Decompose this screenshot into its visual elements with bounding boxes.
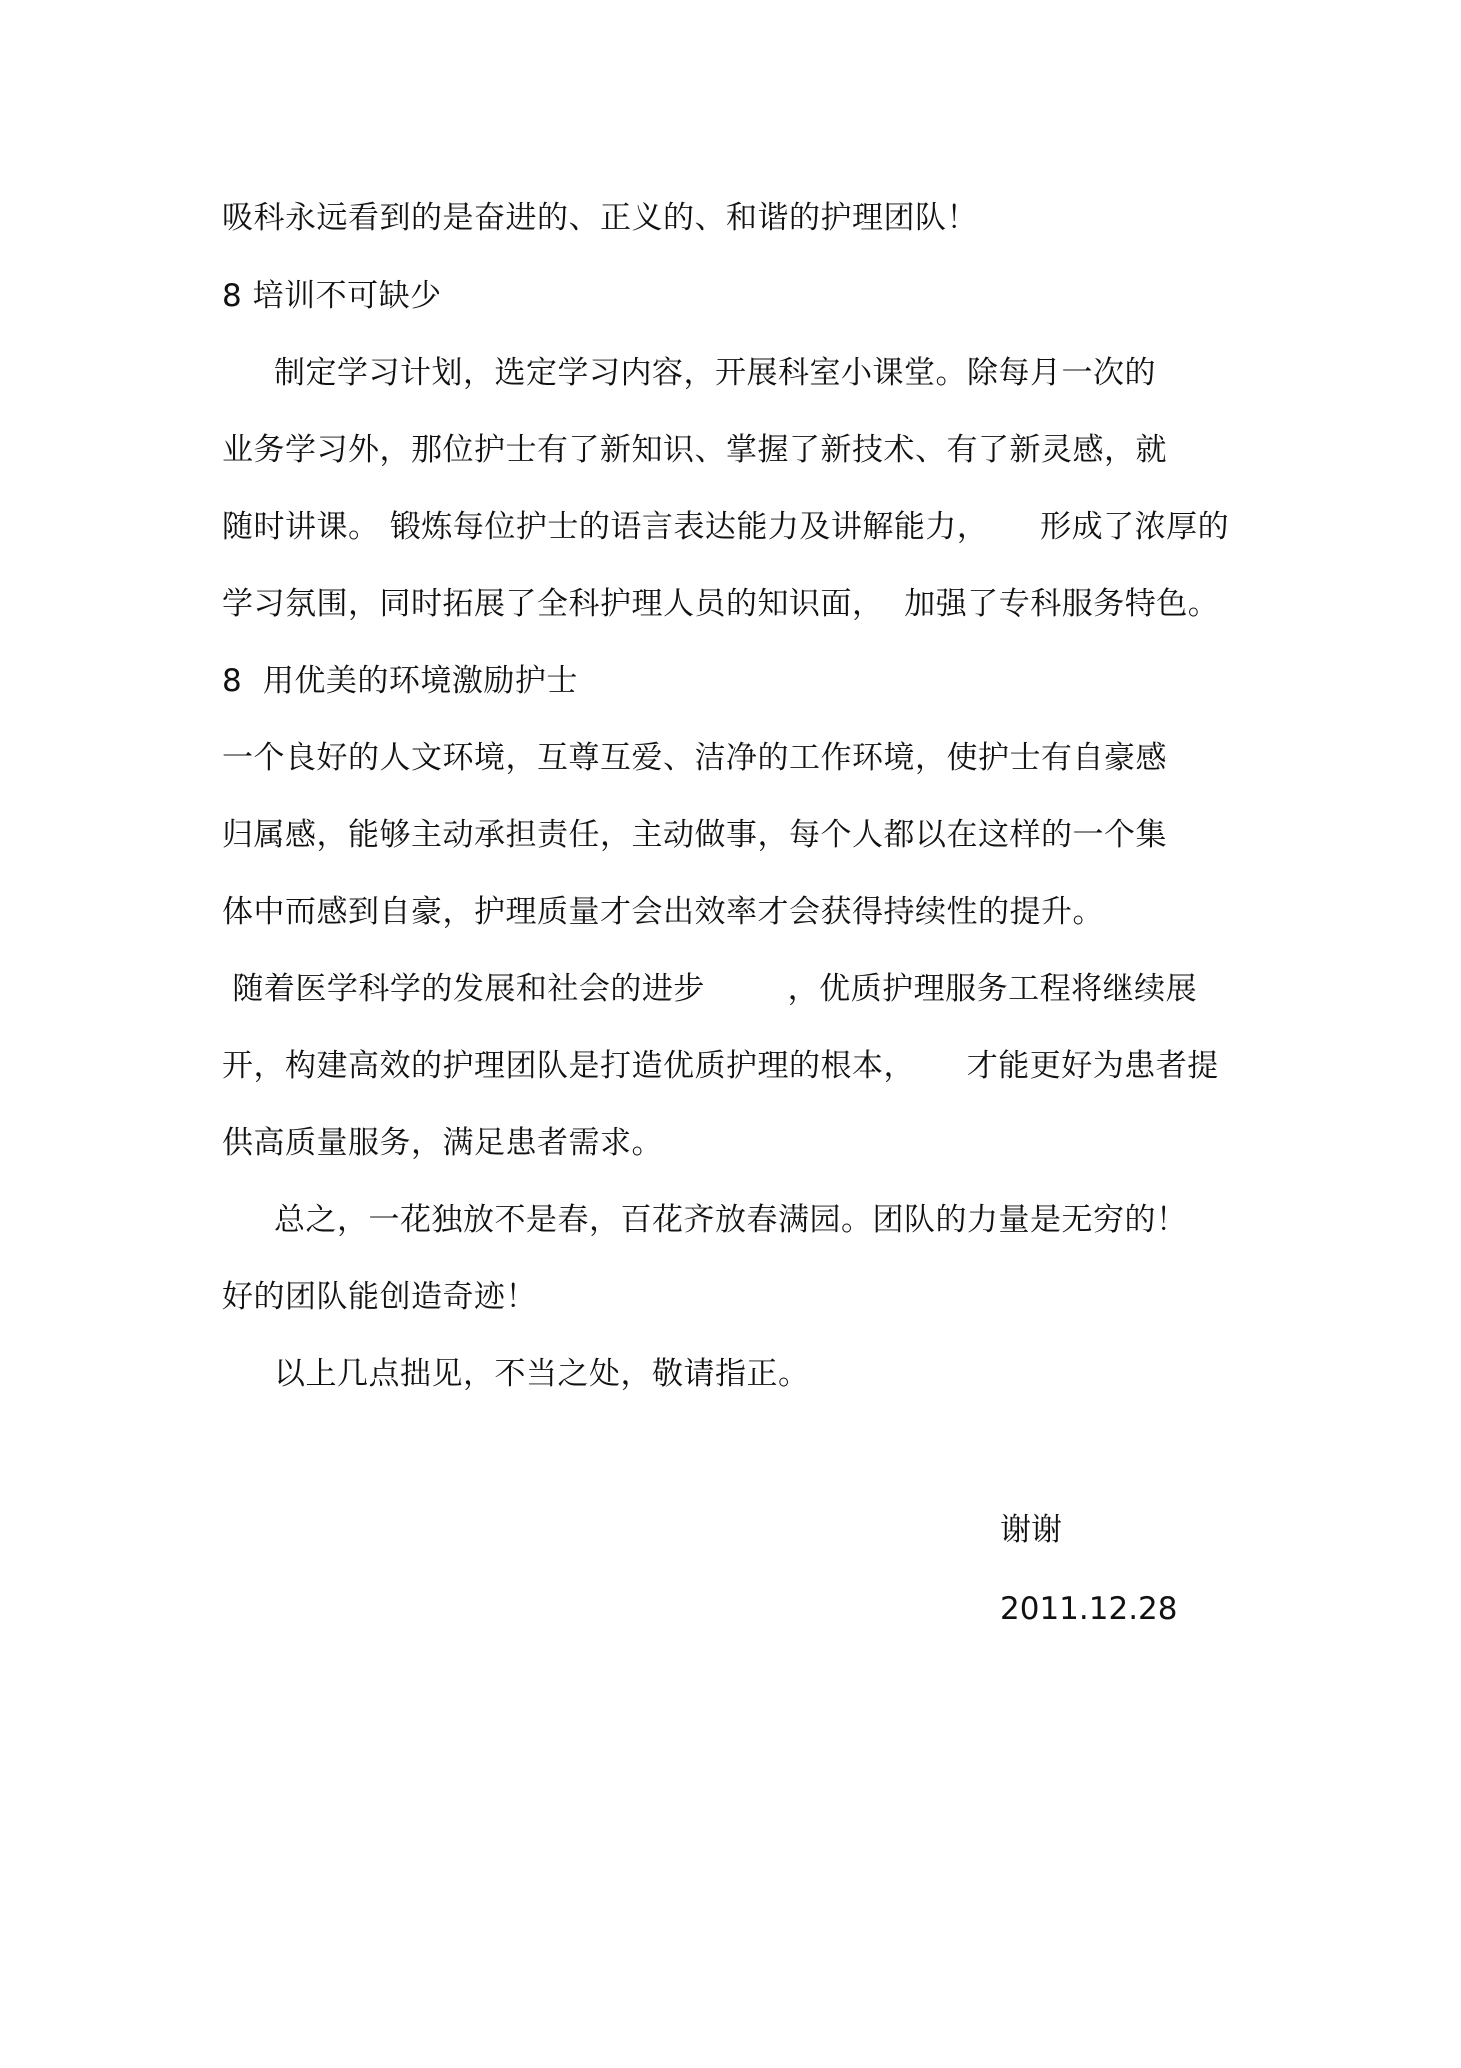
body-line: 制定学习计划，选定学习内容，开展科室小课堂。除每月一次的 xyxy=(274,355,1156,391)
body-line: 一个良好的人文环境，互尊互爱、洁净的工作环境，使护士有自豪感 xyxy=(222,740,1167,776)
body-line: 供高质量服务，满足患者需求。 xyxy=(222,1125,663,1161)
body-line: 业务学习外，那位护士有了新知识、掌握了新技术、有了新灵感，就 xyxy=(222,432,1167,468)
body-line: 开，构建高效的护理团队是打造优质护理的根本， 才能更好为患者提 xyxy=(222,1048,1219,1084)
body-line: 以上几点拙见，不当之处，敬请指正。 xyxy=(274,1356,810,1392)
signature: 谢谢 xyxy=(1000,1512,1062,1548)
body-line: 随着医学科学的发展和社会的进步 ，优质护理服务工程将继续展 xyxy=(222,971,1198,1007)
body-line: 学习氛围，同时拓展了全科护理人员的知识面， 加强了专科服务特色。 xyxy=(222,586,1220,622)
section-heading: 8 用优美的环境激励护士 xyxy=(222,663,578,699)
section-heading: 8 培训不可缺少 xyxy=(222,278,442,314)
body-line: 归属感，能够主动承担责任，主动做事，每个人都以在这样的一个集 xyxy=(222,817,1167,853)
document-date: 2011.12.28 xyxy=(1000,1591,1178,1627)
body-line: 随时讲课。 锻炼每位护士的语言表达能力及讲解能力， 形成了浓厚的 xyxy=(222,509,1230,545)
body-line: 吸科永远看到的是奋进的、正义的、和谐的护理团队！ xyxy=(222,200,978,236)
body-line: 好的团队能创造奇迹！ xyxy=(222,1279,537,1315)
body-line: 总之，一花独放不是春，百花齐放春满园。团队的力量是无穷的！ xyxy=(274,1202,1188,1238)
body-line: 体中而感到自豪，护理质量才会出效率才会获得持续性的提升。 xyxy=(222,894,1104,930)
